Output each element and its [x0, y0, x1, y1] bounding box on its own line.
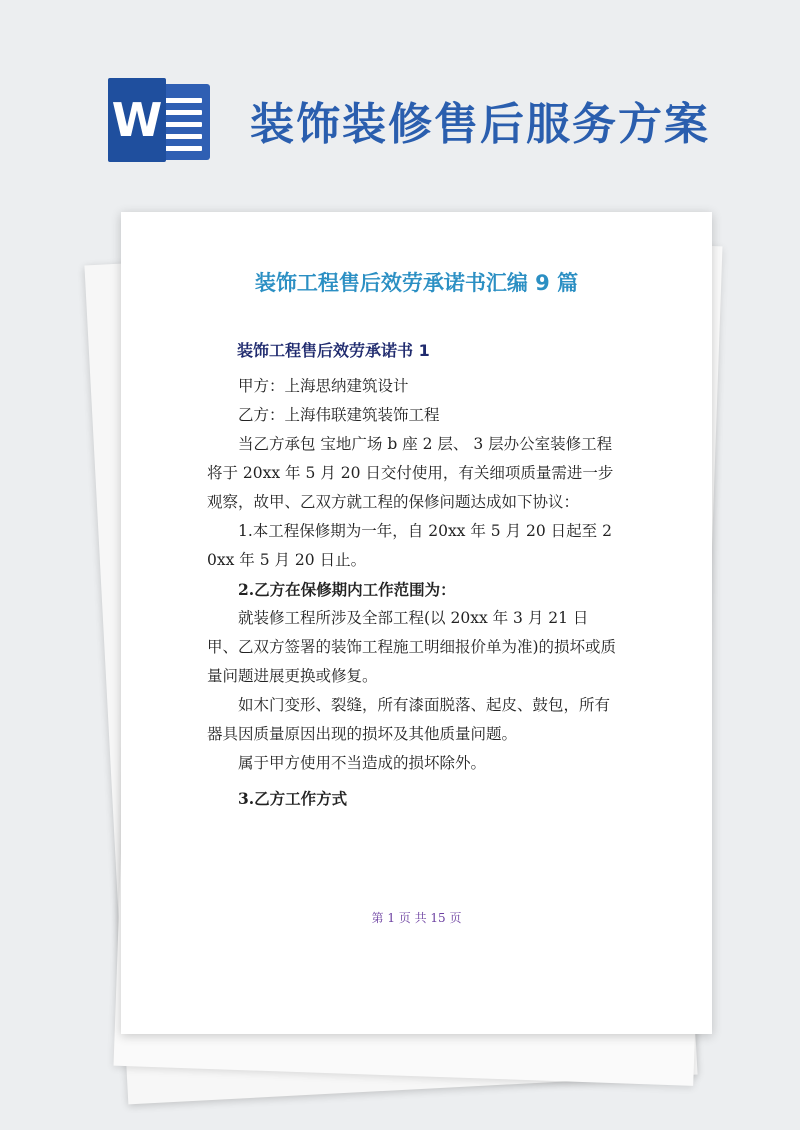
party-a-line: 甲方：上海思纳建筑设计 — [238, 377, 409, 395]
clause-1: 1.本工程保修期为一年，自 20xx 年 5 月 20 日起至 20xx 年 5 月 20 日止。 — [207, 522, 612, 569]
banner-title: 装饰装修售后服务方案 — [250, 99, 710, 150]
document-title: 装饰工程售后效劳承诺书汇编 9 篇 — [254, 271, 579, 295]
word-letter-badge: W — [108, 78, 166, 162]
document-body — [207, 372, 617, 813]
clause-2-heading: 2.乙方在保修期内工作范围为： — [238, 580, 456, 599]
clause-2-exclusion: 属于甲方使用不当造成的损坏除外。 — [238, 754, 487, 772]
clause-3-heading: 3.乙方工作方式 — [238, 789, 348, 808]
clause-2-examples: 如木门变形、裂缝，所有漆面脱落、起皮、鼓包，所有器具因质量原因出现的损坏及其他质量问题。 — [207, 696, 611, 743]
word-document-icon — [108, 78, 216, 162]
intro-paragraph: 当乙方承包 宝地广场 b 座 2 层、 3 层办公室装修工程 将于 20xx 年 5 月 20 日交付使用，有关细项质量需进一步观察，故甲、乙双方就工程的保修问题达成如下协议： — [207, 435, 614, 511]
section-title: 装饰工程售后效劳承诺书 1 — [237, 341, 430, 360]
page-footer: 第 1 页 共 15 页 — [371, 911, 462, 925]
document-page — [121, 212, 712, 1034]
clause-2-paragraph: 就装修工程所涉及全部工程(以 20xx 年 3 月 21 日甲、乙双方签署的装饰工程施工明细报价单为准)的损坏或质量问题进展更换或修复。 — [207, 609, 617, 685]
party-b-line: 乙方：上海伟联建筑装饰工程 — [238, 406, 440, 424]
header-banner — [0, 0, 800, 200]
